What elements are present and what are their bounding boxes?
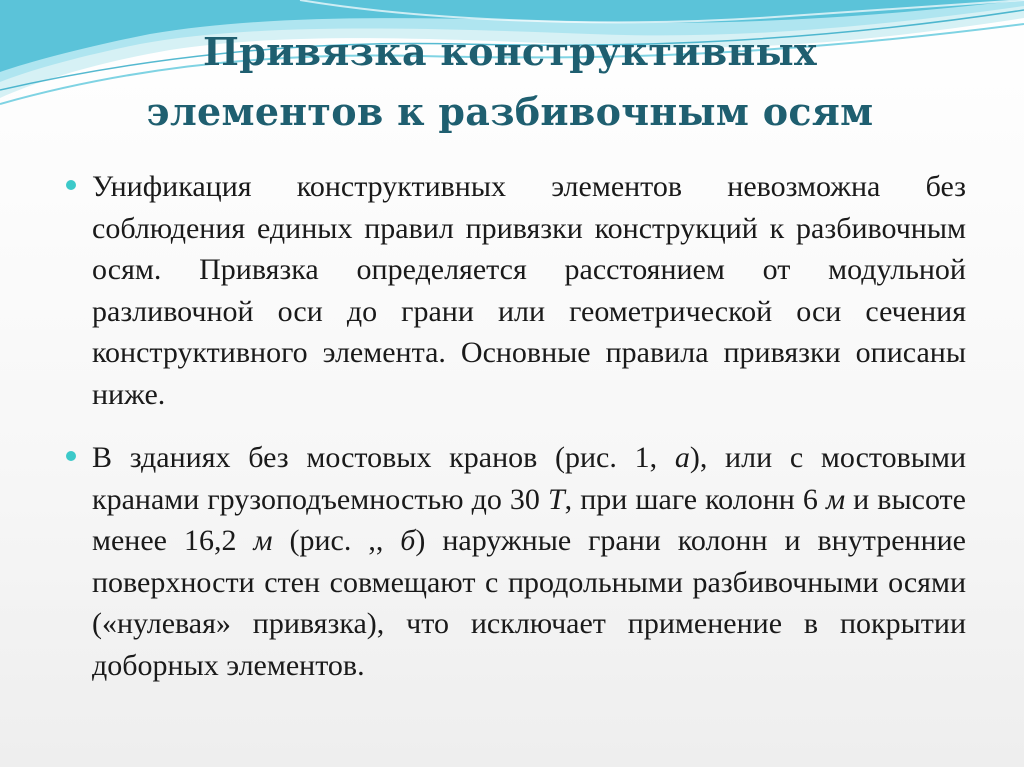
bullet-2-italic-part: б	[400, 524, 416, 557]
content-area	[64, 166, 966, 708]
bullet-dot-icon	[66, 451, 76, 461]
title-line-2: элементов к разбивочным осям	[146, 89, 874, 134]
slide-title	[60, 22, 960, 142]
bullet-2-italic-part: Т	[547, 482, 565, 516]
bullet-text-2	[92, 441, 966, 682]
bullet-2-italic-part: м	[253, 524, 273, 557]
bullet-item-1	[64, 166, 966, 415]
bullet-2-text-part: ), или с мостовыми кранами грузоподъемностью до 30	[92, 441, 967, 516]
bullet-2-text-part: и высоте менее 16,2	[92, 482, 966, 557]
bullet-2-text-part: ) наружные грани колонн и внутренние поверхности стен совмещают с продольными разбивочными осями («нулевая» привязка), что исключает применение в покрытии доборных элементов.	[92, 524, 966, 682]
bullet-text-1: Унификация конструктивных элементов невозможна без соблюдения единых правил привязки конструкций к разбивочным осям. Привязка определяется расстоянием от модульной разливочной оси до грани или геометрической оси сечения конструктивного элемента. Основные правила привязки описаны ниже.	[92, 170, 966, 411]
bullet-2-italic-part: м	[825, 482, 846, 516]
bullet-2-text-part: , при шаге колонн 6	[564, 482, 826, 516]
bullet-dot-icon	[66, 180, 76, 190]
title-line-1: Привязка конструктивных	[203, 29, 817, 74]
bullet-item-2	[64, 437, 966, 686]
bullet-2-italic-part: а	[674, 441, 690, 474]
bullet-2-text-part: В зданиях без мостовых кранов (рис. 1,	[92, 441, 675, 474]
bullet-2-text-part: (рис. ,,	[272, 524, 401, 557]
